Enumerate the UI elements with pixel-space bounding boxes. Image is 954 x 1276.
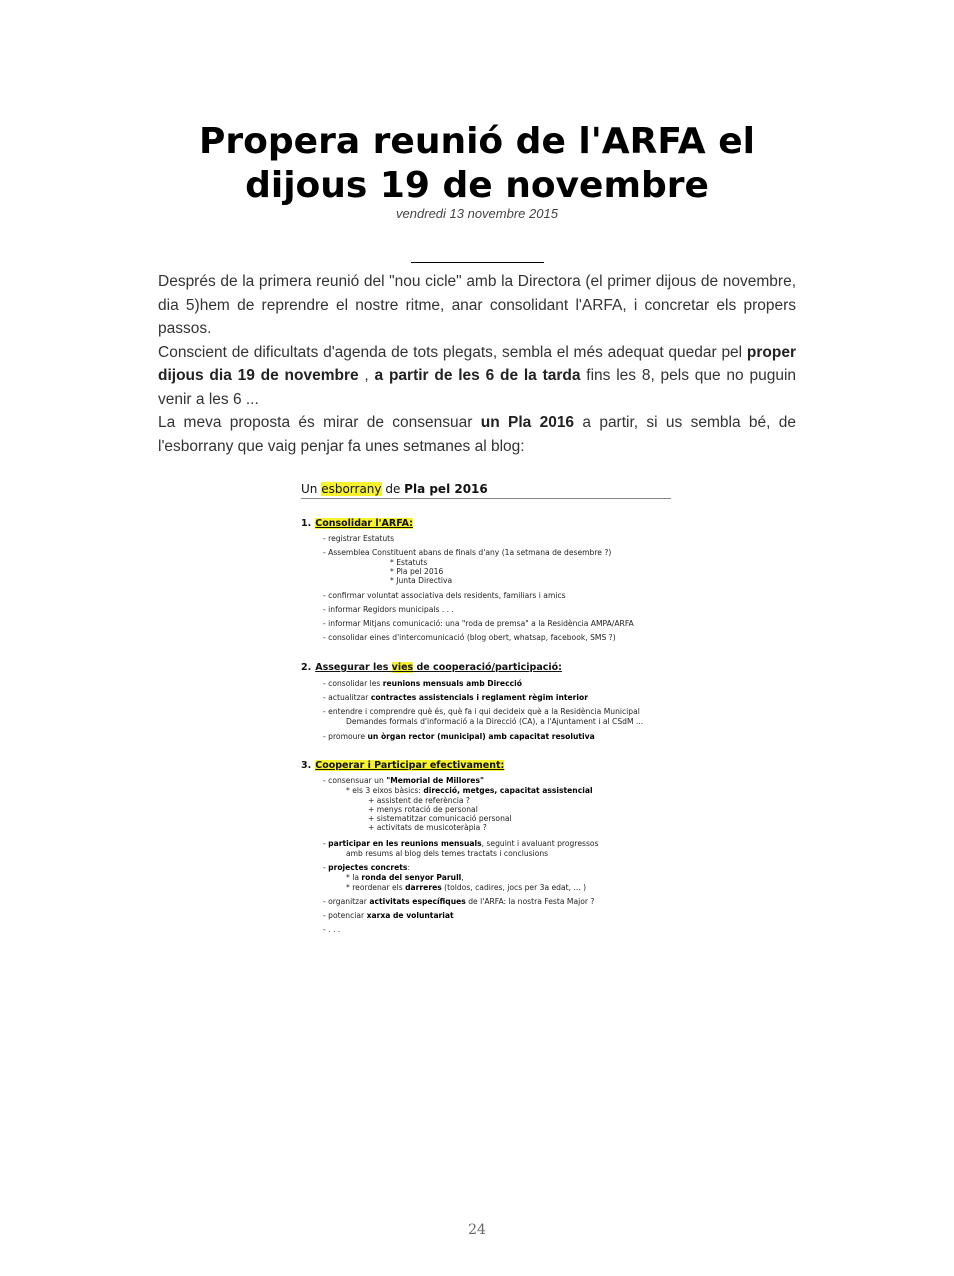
list-item: - entendre i comprendre què és, què fa i qui decideix què a la Residència Municipal — [323, 707, 640, 716]
list-item: * Pla pel 2016 — [390, 567, 444, 576]
meeting-time: a partir de les 6 de la tarda — [374, 367, 581, 384]
list-item: - actualitzar contractes assistencials i reglament règim interior — [323, 693, 588, 702]
list-item: - Assemblea Constituent abans de finals d'any (1a setmana de desembre ?) — [323, 548, 612, 557]
list-item: * la ronda del senyor Parull, — [346, 873, 464, 882]
section-3-title: 3. Cooperar i Participar efectivament: — [301, 760, 505, 771]
list-item: - . . . — [323, 925, 341, 934]
list-item: - consolidar eines d'intercomunicació (blog obert, whatsap, facebook, SMS ?) — [323, 633, 616, 642]
page-number: 24 — [468, 1222, 486, 1238]
list-item: + activitats de musicoteràpia ? — [368, 823, 487, 832]
paragraph-3: La meva proposta és mirar de consensuar un Pla 2016 a partir, si us sembla bé, de l'esborrany que vaig penjar fa unes setmanes al blog: — [158, 414, 796, 455]
draft-plan-image — [296, 478, 680, 938]
paragraph-1: Després de la primera reunió del "nou cicle" amb la Directora (el primer dijous de novembre, dia 5)hem de reprendre el nostre ritme, anar consolidant l'ARFA, i concretar els propers passos. — [158, 273, 796, 337]
post-date: vendredi 13 novembre 2015 — [396, 206, 558, 221]
title-line-1: Propera reunió de l'ARFA el — [199, 121, 755, 162]
list-item: - promoure un òrgan rector (municipal) amb capacitat resolutiva — [323, 732, 595, 741]
list-item: amb resums al blog dels temes tractats i conclusions — [346, 849, 549, 858]
list-item: * reordenar els darreres (toldos, cadires, jocs per 3a edat, ... ) — [346, 883, 587, 892]
list-item: Demandes formals d'informació a la Direcció (CA), a l'Ajuntament i al CSdM ... — [346, 717, 644, 726]
meeting-date: proper dijous dia 19 de novembre — [158, 343, 796, 384]
section-1-title: 1. Consolidar l'ARFA: — [301, 518, 413, 529]
draft-heading: Un esborrany de Pla pel 2016 — [301, 482, 671, 499]
article-body — [158, 270, 796, 458]
page-title — [120, 120, 834, 208]
paragraph-2: Conscient de dificultats d'agenda de tots plegats, sembla el més adequat quedar pel proper dijous dia 19 de novembre , a partir de les 6 de la tarda fins les 8, pels que no puguin venir a les 6 ... — [158, 343, 797, 408]
list-item: - projectes concrets: — [323, 863, 410, 872]
list-item: - consolidar les reunions mensuals amb Direcció — [323, 679, 522, 688]
list-item: + menys rotació de personal — [368, 805, 478, 814]
list-item: - consensuar un "Memorial de Millores" — [323, 776, 484, 785]
separator-rule — [411, 262, 544, 263]
list-item: - registrar Estatuts — [323, 534, 395, 543]
plan-name: un Pla 2016 — [480, 414, 575, 431]
list-item: + sistematitzar comunicació personal — [368, 814, 512, 823]
title-line-2: dijous 19 de novembre — [245, 165, 709, 206]
list-item: - organitzar activitats específiques de l'ARFA: la nostra Festa Major ? — [323, 897, 595, 906]
list-item: - informar Mitjans comunicació: una "roda de premsa" a la Residència AMPA/ARFA — [323, 619, 634, 628]
list-item: - participar en les reunions mensuals, seguint i avaluant progressos — [323, 839, 599, 848]
list-item: * Junta Directiva — [390, 576, 453, 585]
list-item: - confirmar voluntat associativa dels residents, familiars i amics — [323, 591, 566, 600]
section-2-title: 2. Assegurar les vies de cooperació/participació: — [301, 662, 562, 673]
list-item: + assistent de referència ? — [368, 796, 470, 805]
list-item: - informar Regidors municipals . . . — [323, 605, 454, 614]
list-item: * els 3 eixos bàsics: direcció, metges, capacitat assistencial — [346, 786, 593, 795]
list-item: - potenciar xarxa de voluntariat — [323, 911, 454, 920]
list-item: * Estatuts — [390, 558, 428, 567]
